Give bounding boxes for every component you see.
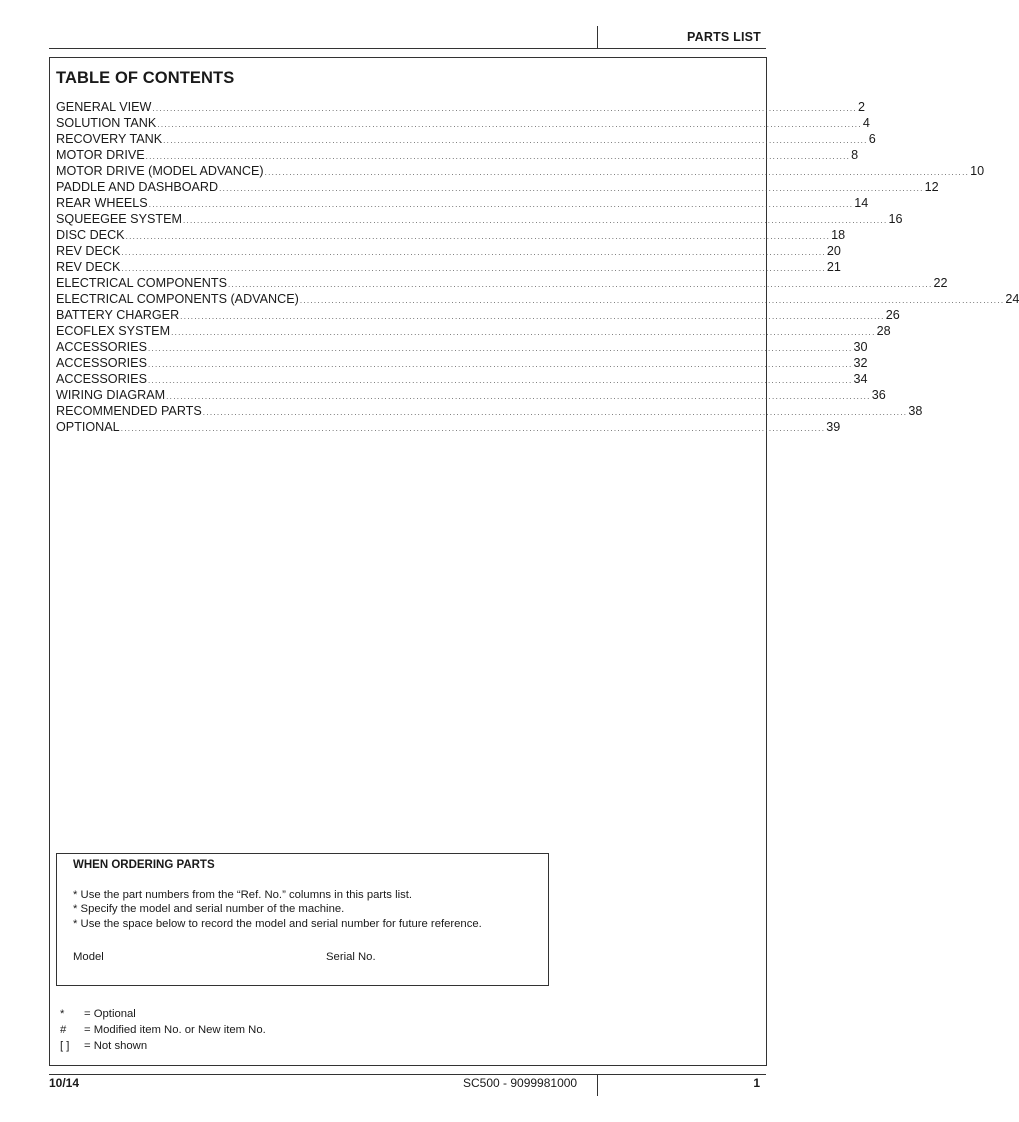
toc-entry-page: 30 bbox=[853, 340, 868, 354]
toc-entry[interactable] bbox=[56, 243, 841, 259]
toc-entry-label: DISC DECK bbox=[56, 228, 125, 242]
legend-symbol: [ ] bbox=[60, 1040, 70, 1052]
toc-entry-page: 16 bbox=[888, 212, 903, 226]
legend-text: = Modified item No. or New item No. bbox=[84, 1024, 266, 1036]
toc-entry-page: 32 bbox=[853, 356, 868, 370]
legend-text: = Optional bbox=[84, 1008, 136, 1020]
toc-entry[interactable] bbox=[56, 147, 859, 163]
toc-entry[interactable] bbox=[56, 371, 868, 387]
toc-entry-label: SQUEEGEE SYSTEM bbox=[56, 212, 182, 226]
toc-leader: ........................................................................................................................................................................................................ bbox=[147, 344, 853, 353]
ordering-instruction: * Use the space below to record the model and serial number for future reference. bbox=[73, 918, 482, 930]
toc-leader: ........................................................................................................................................................................................................ bbox=[171, 328, 876, 337]
toc-entry[interactable] bbox=[56, 307, 900, 323]
toc-entry[interactable] bbox=[56, 211, 903, 227]
toc-leader: ........................................................................................................................................................................................................ bbox=[264, 168, 970, 177]
toc-entry[interactable] bbox=[56, 275, 948, 291]
toc-entry-page: 12 bbox=[924, 180, 939, 194]
toc-list bbox=[56, 99, 1019, 435]
toc-entry-page: 22 bbox=[933, 276, 948, 290]
toc-entry-label: OPTIONAL bbox=[56, 420, 120, 434]
toc-leader: ........................................................................................................................................................................................................ bbox=[163, 136, 868, 145]
toc-entry-page: 38 bbox=[908, 404, 923, 418]
toc-entry[interactable] bbox=[56, 355, 868, 371]
legend-text: = Not shown bbox=[84, 1040, 148, 1052]
toc-entry-label: ACCESSORIES bbox=[56, 340, 147, 354]
legend-symbol: # bbox=[60, 1024, 67, 1036]
toc-entry[interactable] bbox=[56, 99, 865, 115]
toc-entry-label: RECOMMENDED PARTS bbox=[56, 404, 202, 418]
legend-symbol: * bbox=[60, 1008, 65, 1020]
toc-leader: ........................................................................................................................................................................................................ bbox=[182, 216, 888, 225]
toc-entry[interactable] bbox=[56, 115, 870, 131]
toc-leader: ........................................................................................................................................................................................................ bbox=[121, 248, 826, 257]
toc-entry[interactable] bbox=[56, 323, 891, 339]
legend-item bbox=[58, 1006, 266, 1022]
toc-entry[interactable] bbox=[56, 179, 939, 195]
toc-entry-label: MOTOR DRIVE bbox=[56, 148, 145, 162]
toc-entry[interactable] bbox=[56, 403, 923, 419]
toc-entry-page: 18 bbox=[831, 228, 846, 242]
toc-entry-page: 24 bbox=[1005, 292, 1019, 306]
toc-leader: ........................................................................................................................................................................................................ bbox=[120, 424, 826, 433]
header-title: PARTS LIST bbox=[687, 30, 761, 44]
footer-divider bbox=[597, 1074, 598, 1096]
toc-entry[interactable] bbox=[56, 131, 876, 147]
serial-number-label: Serial No. bbox=[326, 951, 376, 963]
toc-leader: ........................................................................................................................................................................................................ bbox=[299, 296, 1005, 305]
toc-leader: ........................................................................................................................................................................................................ bbox=[227, 280, 933, 289]
ordering-instruction: * Specify the model and serial number of the machine. bbox=[73, 903, 345, 915]
footer-model-number: SC500 - 9099981000 bbox=[463, 1076, 578, 1090]
toc-entry[interactable] bbox=[56, 227, 846, 243]
toc-entry-page: 34 bbox=[853, 372, 868, 386]
toc-entry-label: GENERAL VIEW bbox=[56, 100, 152, 114]
toc-entry[interactable] bbox=[56, 259, 841, 275]
toc-entry-label: ELECTRICAL COMPONENTS (ADVANCE) bbox=[56, 292, 299, 306]
toc-leader: ........................................................................................................................................................................................................ bbox=[219, 184, 924, 193]
toc-entry[interactable] bbox=[56, 419, 841, 435]
ordering-title: WHEN ORDERING PARTS bbox=[73, 859, 215, 871]
legend-item bbox=[58, 1038, 266, 1054]
toc-leader: ........................................................................................................................................................................................................ bbox=[152, 104, 857, 113]
toc-leader: ........................................................................................................................................................................................................ bbox=[202, 408, 908, 417]
toc-entry-label: SOLUTION TANK bbox=[56, 116, 157, 130]
footer-rule bbox=[49, 1074, 766, 1075]
toc-entry-page: 14 bbox=[854, 196, 869, 210]
header-divider bbox=[597, 26, 598, 48]
toc-leader: ........................................................................................................................................................................................................ bbox=[157, 120, 862, 129]
toc-leader: ........................................................................................................................................................................................................ bbox=[121, 264, 826, 273]
toc-entry[interactable] bbox=[56, 163, 985, 179]
toc-entry[interactable] bbox=[56, 387, 886, 403]
toc-entry-page: 8 bbox=[851, 148, 859, 162]
toc-entry-page: 28 bbox=[876, 324, 891, 338]
toc-entry-page: 20 bbox=[826, 244, 841, 258]
toc-entry-page: 6 bbox=[868, 132, 876, 146]
toc-entry-label: WIRING DIAGRAM bbox=[56, 388, 166, 402]
legend-item bbox=[58, 1022, 266, 1038]
toc-entry-page: 26 bbox=[885, 308, 900, 322]
toc-entry-label: ACCESSORIES bbox=[56, 372, 147, 386]
toc-entry-label: ACCESSORIES bbox=[56, 356, 147, 370]
toc-leader: ........................................................................................................................................................................................................ bbox=[145, 152, 851, 161]
toc-entry-page: 36 bbox=[871, 388, 886, 402]
toc-entry-label: REV DECK bbox=[56, 260, 121, 274]
toc-entry[interactable] bbox=[56, 291, 1019, 307]
toc-entry-label: RECOVERY TANK bbox=[56, 132, 163, 146]
toc-leader: ........................................................................................................................................................................................................ bbox=[147, 360, 853, 369]
toc-entry-page: 4 bbox=[862, 116, 870, 130]
toc-entry-page: 39 bbox=[826, 420, 841, 434]
toc-entry-label: PADDLE AND DASHBOARD bbox=[56, 180, 219, 194]
toc-entry-label: BATTERY CHARGER bbox=[56, 308, 180, 322]
toc-entry-label: ECOFLEX SYSTEM bbox=[56, 324, 171, 338]
toc-entry-page: 2 bbox=[857, 100, 865, 114]
ordering-instruction: * Use the part numbers from the “Ref. No.” columns in this parts list. bbox=[73, 889, 413, 901]
toc-entry-label: REAR WHEELS bbox=[56, 196, 148, 210]
page-number: 1 bbox=[753, 1076, 760, 1090]
toc-entry-label: REV DECK bbox=[56, 244, 121, 258]
toc-entry-page: 21 bbox=[826, 260, 841, 274]
header-rule bbox=[49, 48, 766, 49]
toc-leader: ........................................................................................................................................................................................................ bbox=[148, 200, 854, 209]
toc-entry[interactable] bbox=[56, 339, 868, 355]
toc-title: TABLE OF CONTENTS bbox=[56, 69, 235, 87]
toc-leader: ........................................................................................................................................................................................................ bbox=[147, 376, 853, 385]
toc-leader: ........................................................................................................................................................................................................ bbox=[125, 232, 831, 241]
toc-leader: ........................................................................................................................................................................................................ bbox=[180, 312, 885, 321]
toc-entry-label: ELECTRICAL COMPONENTS bbox=[56, 276, 227, 290]
ordering-info-box bbox=[56, 853, 549, 986]
toc-entry[interactable] bbox=[56, 195, 869, 211]
toc-entry-page: 10 bbox=[970, 164, 985, 178]
symbol-legend bbox=[58, 1006, 266, 1054]
toc-leader: ........................................................................................................................................................................................................ bbox=[166, 392, 871, 401]
footer-date: 10/14 bbox=[49, 1076, 80, 1090]
toc-entry-label: MOTOR DRIVE (MODEL ADVANCE) bbox=[56, 164, 264, 178]
model-label: Model bbox=[73, 951, 104, 963]
